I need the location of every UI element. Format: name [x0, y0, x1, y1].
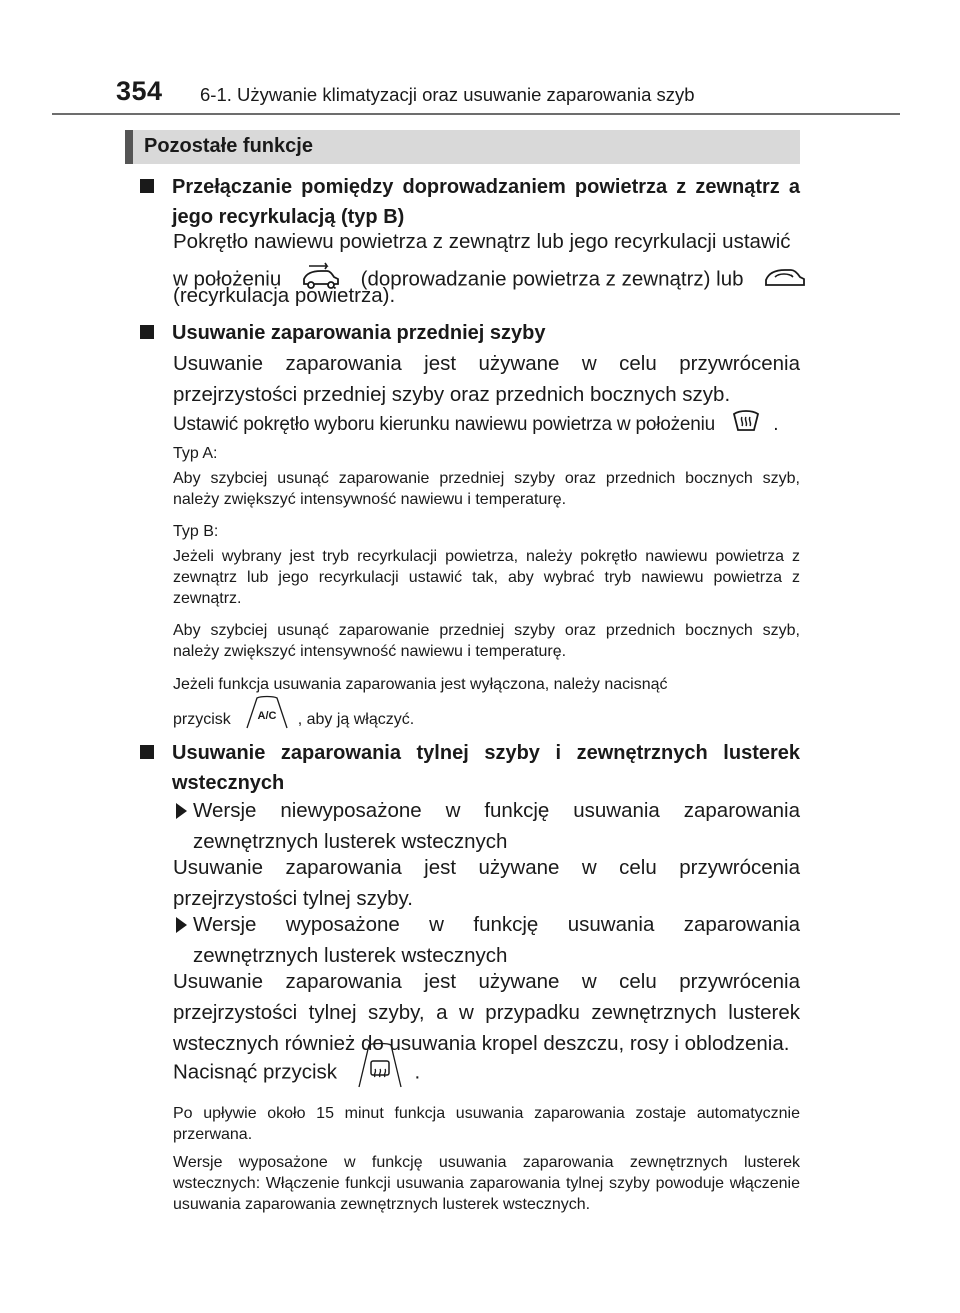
header-divider [52, 113, 900, 115]
chapter-title: 6-1. Używanie klimatyzacji oraz usuwanie zaparowania szyb [200, 84, 695, 105]
bullet-with-mirror-defog: Wersje wyposażone w funkcję usuwania zaparowania zewnętrznych lusterek wstecznych [173, 909, 800, 971]
heading-rear-defog: Usuwanie zaparowania tylnej szyby i zewnętrznych lusterek wstecznych [140, 738, 800, 798]
typ-a-label: Typ A: [173, 445, 218, 462]
square-bullet-icon [140, 325, 154, 339]
windshield-defog-icon [730, 408, 762, 442]
section-header [125, 130, 800, 164]
section-header-bar [125, 130, 133, 164]
note-auto-off: Po upływie około 15 minut funkcja usuwania zaparowania zostaje automatycznie przerwana. [173, 1105, 800, 1143]
svg-text:A/C: A/C [257, 710, 277, 722]
s3-para1: Usuwanie zaparowania jest używane w celu przywrócenia przejrzystości tylnej szyby. [173, 856, 800, 910]
ac-line2: przycisk A/C , aby ją włączyć. [173, 703, 800, 737]
s1-line1: Pokrętło nawiewu powietrza z zewnątrz lub jego recyrkulacji ustawić [173, 230, 791, 253]
triangle-bullet-icon [176, 917, 187, 933]
recirculation-icon [763, 262, 807, 298]
triangle-bullet-icon [176, 803, 187, 819]
typ-b-label: Typ B: [173, 523, 219, 540]
s2-para1: Usuwanie zaparowania jest używane w celu przywrócenia przejrzystości przedniej szyby oraz przednich bocznych szyb. [173, 352, 800, 406]
rear-defogger-icon [357, 1055, 403, 1091]
ac-button-icon [245, 703, 289, 737]
s3-para2: Usuwanie zaparowania jest używane w celu przywrócenia przejrzystości tylnej szyby, a w przypadku zewnętrznych lusterek wstecznych również do usuwania kropel deszczu, rosy i oblodzenia. [173, 970, 800, 1055]
ac-line1: Jeżeli funkcja usuwania zaparowania jest wyłączona, należy nacisnąć [173, 676, 668, 693]
bullet-without-mirror-defog: Wersje niewyposażone w funkcję usuwania zaparowania zewnętrznych lusterek wstecznych [173, 795, 800, 857]
typ-b-text2: Aby szybciej usunąć zaparowanie przedniej szyby oraz przednich bocznych szyb, należy zwiększyć intensywność nawiewu i temperaturę. [173, 622, 800, 660]
s3-press-line: Nacisnąć przycisk . [173, 1055, 420, 1091]
page-number: 354 [116, 76, 163, 106]
note-mirror-defog: Wersje wyposażone w funkcję usuwania zaparowania zewnętrznych lusterek wstecznych: Włączenie funkcji usuwania zaparowania tylnej szyby powoduje włączenie usuwania zaparowania zewnętrznych lusterek wstecznych. [173, 1154, 800, 1213]
square-bullet-icon [140, 745, 154, 759]
heading-front-defog: Usuwanie zaparowania przedniej szyby [140, 318, 800, 348]
typ-a-text: Aby szybciej usunąć zaparowanie przedniej szyby oraz przednich bocznych szyb, należy zwiększyć intensywność nawiewu i temperaturę. [173, 470, 800, 508]
typ-b-text1: Jeżeli wybrany jest tryb recyrkulacji powietrza, należy pokrętło nawiewu powietrza z zewnątrz lub jego recyrkulacji ustawić tak, aby wybrać tryb nawiewu powietrza z zewnątrz. [173, 548, 800, 607]
heading-air-recirculation: Przełączanie pomiędzy doprowadzaniem powietrza z zewnątrz a jego recyrkulacją (typ B) [140, 172, 800, 232]
s2-para2: Ustawić pokrętło wyboru kierunku nawiewu powietrza w położeniu . [173, 408, 778, 442]
square-bullet-icon [140, 179, 154, 193]
section-title: Pozostałe funkcje [144, 135, 313, 157]
s1-line2: w położeniu (doprowadzanie powietrza z zewnątrz) lub [173, 262, 807, 298]
s1-line3: (recyrkulacja powietrza). [173, 284, 396, 307]
